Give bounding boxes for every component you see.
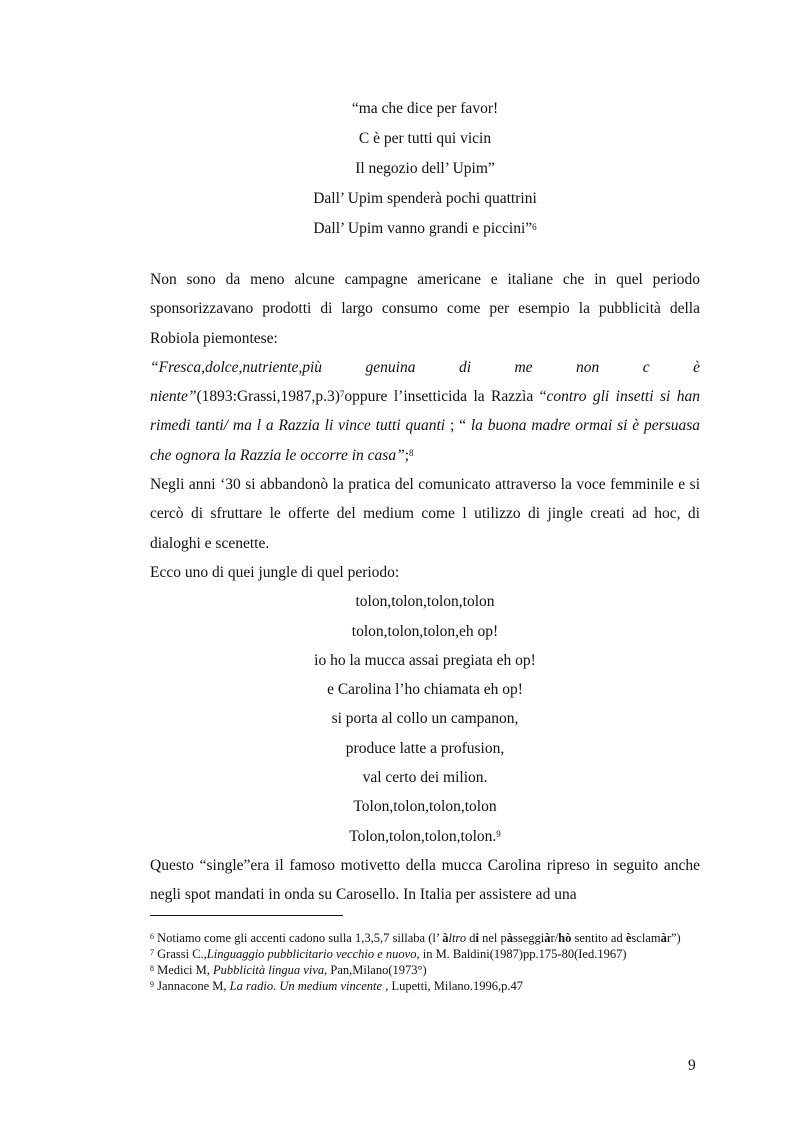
footnote-8 xyxy=(150,962,700,978)
text-run: Grassi C., xyxy=(154,947,207,961)
accent: à xyxy=(544,931,551,945)
text-run: sclam xyxy=(631,931,661,945)
footnote-ref-8: 8 xyxy=(409,447,414,458)
text-run: oppure l’insetticida la Razzìa “ xyxy=(344,388,547,406)
text-run: r/ xyxy=(550,931,559,945)
text-run: , Pan,Milano(1973°) xyxy=(324,963,427,977)
text-run: , Lupetti, Milano.1996,p.47 xyxy=(382,979,524,993)
footnote-divider xyxy=(150,915,343,916)
footnotes xyxy=(150,915,700,994)
book-title: Pubblicità lingua viva xyxy=(213,963,325,977)
robiola-slogan: “Fresca,dolce,nutriente,più genuina di me non c è niente” xyxy=(150,358,700,406)
accent: à xyxy=(660,931,667,945)
paragraph-slogans xyxy=(150,353,700,470)
razzia-slogan-2: la buona madre ormai si è persuasa che ognora la Razzia le occorre in casa” xyxy=(150,417,701,464)
text-run: d xyxy=(466,931,476,945)
verse-line: Dall’ Upim spenderà pochi quattrini xyxy=(313,190,537,207)
text-run: Notiamo come gli accenti cadono sulla 1,3,5,7 sillaba (l’ xyxy=(154,931,443,945)
upim-jingle-verse xyxy=(150,94,700,244)
mucca-carolina-jingle xyxy=(150,587,700,851)
paragraph-anni-30: Negli anni ‘30 si abbandonò la pratica del comunicato attraverso la voce femminile e si cercò di sfruttare le offerte del medium come l utilizzo di jingle creati ad hoc, di dialoghi e scenette. xyxy=(150,476,700,552)
paragraph-intro-jingle: Ecco uno di quei jungle di quel periodo: xyxy=(150,563,400,581)
paragraph-robiola: Non sono da meno alcune campagne americane e italiane che in quel periodo sponsorizzavano prodotti di largo consumo come per esempio la pubblicità della Robiola piemontese: xyxy=(150,271,700,347)
text-run: Jannacone M, xyxy=(154,979,230,993)
verse-line: io ho la mucca assai pregiata eh op! xyxy=(314,651,536,669)
footnote-number: 7 xyxy=(150,948,154,957)
verse-line: tolon,tolon,tolon,tolon xyxy=(355,593,495,611)
footnote-number: 8 xyxy=(150,964,154,973)
footnote-ref-6: 6 xyxy=(532,222,537,232)
text-run: nel p xyxy=(478,931,507,945)
verse-line: C è per tutti qui vicin xyxy=(358,130,492,147)
text-run: sseggi xyxy=(512,931,545,945)
verse-line: tolon,tolon,tolon,eh op! xyxy=(351,622,499,640)
text-run: , in M. Baldini(1987)pp.175-80(Ied.1967) xyxy=(416,947,627,961)
text-run: ; “ xyxy=(445,417,471,435)
text-run: r”) xyxy=(666,931,681,945)
verse-line xyxy=(150,822,700,851)
citation: (1893:Grassi,1987,p.3) xyxy=(196,388,340,406)
book-title: Linguaggio pubblicitario vecchio e nuovo xyxy=(206,947,417,961)
book-title: La radio. Un medium vincente xyxy=(229,979,383,993)
accent: i xyxy=(475,931,479,945)
accent: à xyxy=(442,931,449,945)
accent: à xyxy=(506,931,513,945)
verse-line: Il negozio dell’ Upim” xyxy=(355,160,495,177)
text-run: Medici M, xyxy=(154,963,214,977)
verse-line: produce latte a profusion, xyxy=(345,739,505,757)
page-number: 9 xyxy=(688,1057,696,1074)
footnote-number: 9 xyxy=(150,980,154,989)
footnote-ref-9: 9 xyxy=(496,828,501,839)
accent: è xyxy=(625,931,632,945)
accent: hò xyxy=(558,931,572,945)
razzia-slogan-1: contro gli insetti si han rimedi tanti/ ma l a Razzia li vince tutti quanti xyxy=(150,388,700,435)
footnote-7 xyxy=(150,946,700,962)
verse-text: Dall’ Upim vanno grandi e piccini” xyxy=(313,220,533,237)
verse-line: “ma che dice per favor! xyxy=(351,100,499,117)
verse-line xyxy=(150,214,700,244)
footnote-9 xyxy=(150,978,700,994)
footnote-number: 6 xyxy=(150,932,154,941)
text-run: ltro xyxy=(448,931,467,945)
verse-line: Tolon,tolon,tolon,tolon xyxy=(353,798,497,816)
text-run: ; xyxy=(404,446,410,464)
text-run: sentito ad xyxy=(571,931,626,945)
footnote-ref-7: 7 xyxy=(339,389,345,400)
paragraph-carosello: Questo “single”era il famoso motivetto della mucca Carolina ripreso in seguito anche negli spot mandati in onda su Carosello. In Italia per assistere ad una xyxy=(150,856,700,904)
body-text xyxy=(150,265,700,910)
footnote-6 xyxy=(150,930,700,946)
verse-text: Tolon,tolon,tolon,tolon. xyxy=(349,827,497,845)
verse-line: e Carolina l’ho chiamata eh op! xyxy=(327,681,523,699)
verse-line: val certo dei milion. xyxy=(362,769,488,787)
verse-line: si porta al collo un campanon, xyxy=(331,710,519,728)
